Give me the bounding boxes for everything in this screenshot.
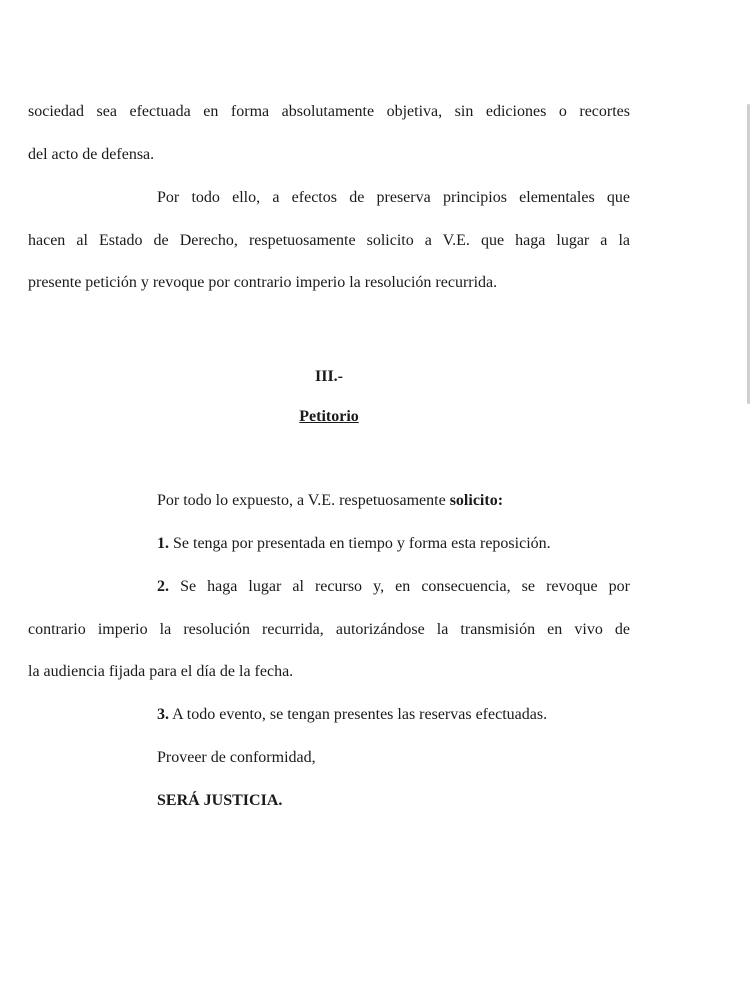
section-number: III.-	[314, 368, 343, 385]
item3-text: A todo evento, se tengan presentes las reservas efectuadas.	[169, 706, 548, 723]
petitorio-item-2-line1	[157, 577, 630, 597]
petitorio-item-3	[157, 705, 547, 725]
petitorio-intro	[157, 491, 503, 511]
petitorio-item-2-line3: la audiencia fijada para el día de la fecha.	[28, 663, 294, 680]
paragraph2-line1: Por todo ello, a efectos de preserva principios elementales que	[157, 189, 630, 206]
item1-text: Se tenga por presentada en tiempo y forma esta reposición.	[169, 535, 551, 552]
item2-number: 2.	[157, 578, 169, 595]
paragraph2-line3: presente petición y revoque por contrario imperio la resolución recurrida.	[28, 274, 498, 291]
section-title	[0, 407, 658, 427]
petitorio-item-2-line2: contrario imperio la resolución recurrida, autorizándose la transmisión en vivo de	[28, 621, 630, 638]
petitorio-item-1	[157, 534, 551, 554]
item1-number: 1.	[157, 535, 169, 552]
item2-text-line1: Se haga lugar al recurso y, en consecuencia, se revoque por	[169, 578, 630, 595]
signature-text: SERÁ JUSTICIA.	[157, 792, 283, 809]
petitorio-intro-text: Por todo lo expuesto, a V.E. respetuosamente	[157, 492, 450, 509]
petitorio-intro-bold: solicito:	[449, 492, 504, 509]
paragraph2-line2: hacen al Estado de Derecho, respetuosamente solicito a V.E. que haga lugar a la	[28, 232, 630, 249]
closing-text: Proveer de conformidad,	[157, 749, 316, 766]
paragraph1-line1: sociedad sea efectuada en forma absolutamente objetiva, sin ediciones o recortes	[28, 103, 630, 120]
paragraph1-line2: del acto de defensa.	[28, 146, 155, 163]
section-title-text: Petitorio	[299, 408, 359, 425]
item3-number: 3.	[157, 706, 169, 723]
